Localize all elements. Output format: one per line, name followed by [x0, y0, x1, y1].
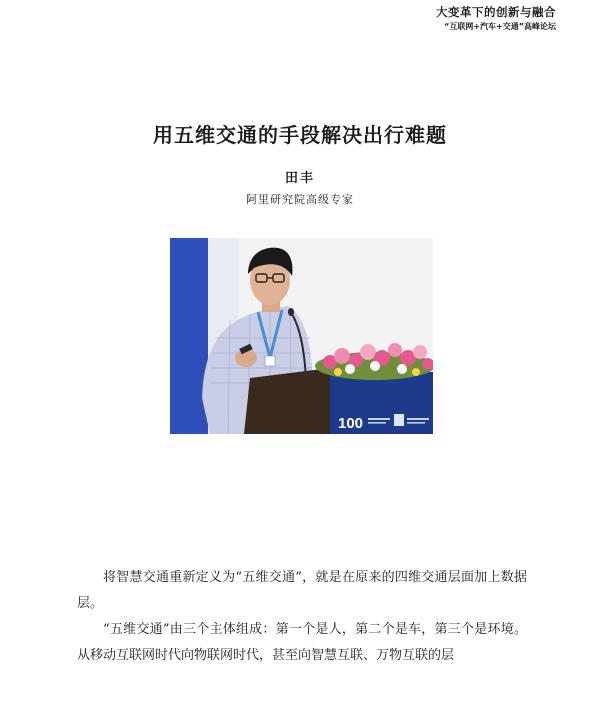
body-paragraph: “五维交通”由三个主体组成：第一个是人，第二个是车，第三个是环境。从移动互联网时代向物联网时代，甚至向智慧互联、万物互联的层 — [77, 622, 527, 663]
author-name: 田丰 — [284, 171, 315, 186]
header-title: 大变革下的创新与融合 — [436, 5, 556, 19]
running-header — [396, 4, 556, 33]
podium — [244, 368, 330, 434]
header-subtitle: “互联网+汽车+交通”高峰论坛 — [444, 22, 556, 31]
author-affiliation: 阿里研究院高级专家 — [246, 193, 354, 206]
podium-logo-text: 100 — [338, 415, 364, 432]
speaker-photo — [170, 238, 433, 434]
backdrop-panel — [170, 238, 208, 434]
article-title: 用五维交通的手段解决出行难题 — [153, 123, 447, 147]
body-paragraph: 将智慧交通重新定义为“五维交通”，就是在原来的四维交通层面加上数据层。 — [77, 570, 527, 611]
